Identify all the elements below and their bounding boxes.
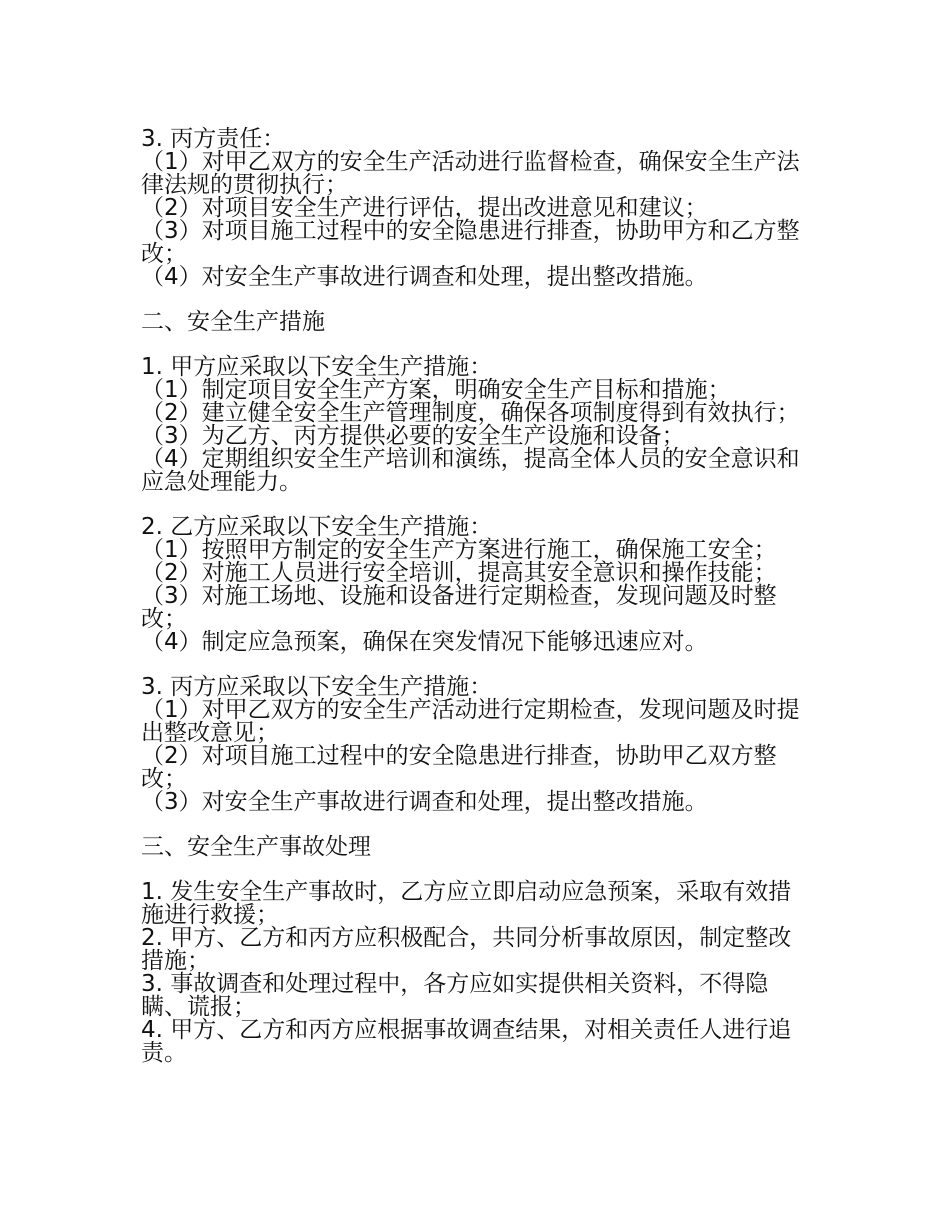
section-heading: 二、安全生产措施 — [141, 309, 325, 335]
list-item: （1）按照甲方制定的安全生产方案进行施工，确保施工安全； — [141, 537, 777, 563]
list-item: （1）制定项目安全生产方案，明确安全生产目标和措施； — [141, 377, 731, 403]
list-item: 3. 事故调查和处理过程中，各方应如实提供相关资料，不得隐瞒、谎报； — [141, 971, 769, 1020]
list-item: （2）对项目施工过程中的安全隐患进行排查，协助甲乙双方整改； — [141, 743, 777, 792]
list-item: （4）制定应急预案，确保在突发情况下能够迅速应对。 — [141, 629, 708, 655]
list-item: （4）定期组织安全生产培训和演练，提高全体人员的安全意识和应急处理能力。 — [141, 446, 800, 495]
list-item: （4）对安全生产事故进行调查和处理，提出整改措施。 — [141, 264, 708, 290]
section-title: 3. 丙方应采取以下安全生产措施： — [141, 674, 493, 700]
list-item: （3）为乙方、丙方提供必要的安全生产设施和设备； — [141, 423, 685, 449]
list-item: （3）对项目施工过程中的安全隐患进行排查，协助甲方和乙方整改； — [141, 218, 800, 267]
section-party-b-measures — [141, 516, 809, 654]
list-item: 1. 发生安全生产事故时，乙方应立即启动应急预案，采取有效措施进行救援； — [141, 879, 792, 928]
section-heading: 三、安全生产事故处理 — [141, 834, 371, 860]
section-title: 2. 乙方应采取以下安全生产措施： — [141, 514, 493, 540]
list-item: 2. 甲方、乙方和丙方应积极配合，共同分析事故原因，制定整改措施； — [141, 925, 792, 974]
list-item: （1）对甲乙双方的安全生产活动进行定期检查，发现问题及时提出整改意见； — [141, 697, 800, 746]
section-party-c-responsibility — [141, 128, 809, 289]
document-page — [141, 128, 809, 1065]
list-item: （2）建立健全安全生产管理制度，确保各项制度得到有效执行； — [141, 400, 800, 426]
list-item: （2）对项目安全生产进行评估，提出改进意见和建议； — [141, 195, 708, 221]
list-item: （3）对安全生产事故进行调查和处理，提出整改措施。 — [141, 789, 708, 815]
list-item: （2）对施工人员进行安全培训，提高其安全意识和操作技能； — [141, 560, 777, 586]
list-item: 4. 甲方、乙方和丙方应根据事故调查结果，对相关责任人进行追责。 — [141, 1017, 792, 1066]
section-party-a-measures — [141, 356, 809, 494]
section-party-c-measures — [141, 676, 809, 814]
list-item: （1）对甲乙双方的安全生产活动进行监督检查，确保安全生产法律法规的贯彻执行； — [141, 149, 800, 198]
section-measures-heading-block — [141, 311, 809, 334]
section-title: 1. 甲方应采取以下安全生产措施： — [141, 354, 493, 380]
section-accidents-heading-block — [141, 836, 809, 859]
section-accidents — [141, 881, 809, 1065]
list-item: （3）对施工场地、设施和设备进行定期检查，发现问题及时整改； — [141, 583, 777, 632]
section-title: 3. 丙方责任： — [141, 126, 286, 152]
